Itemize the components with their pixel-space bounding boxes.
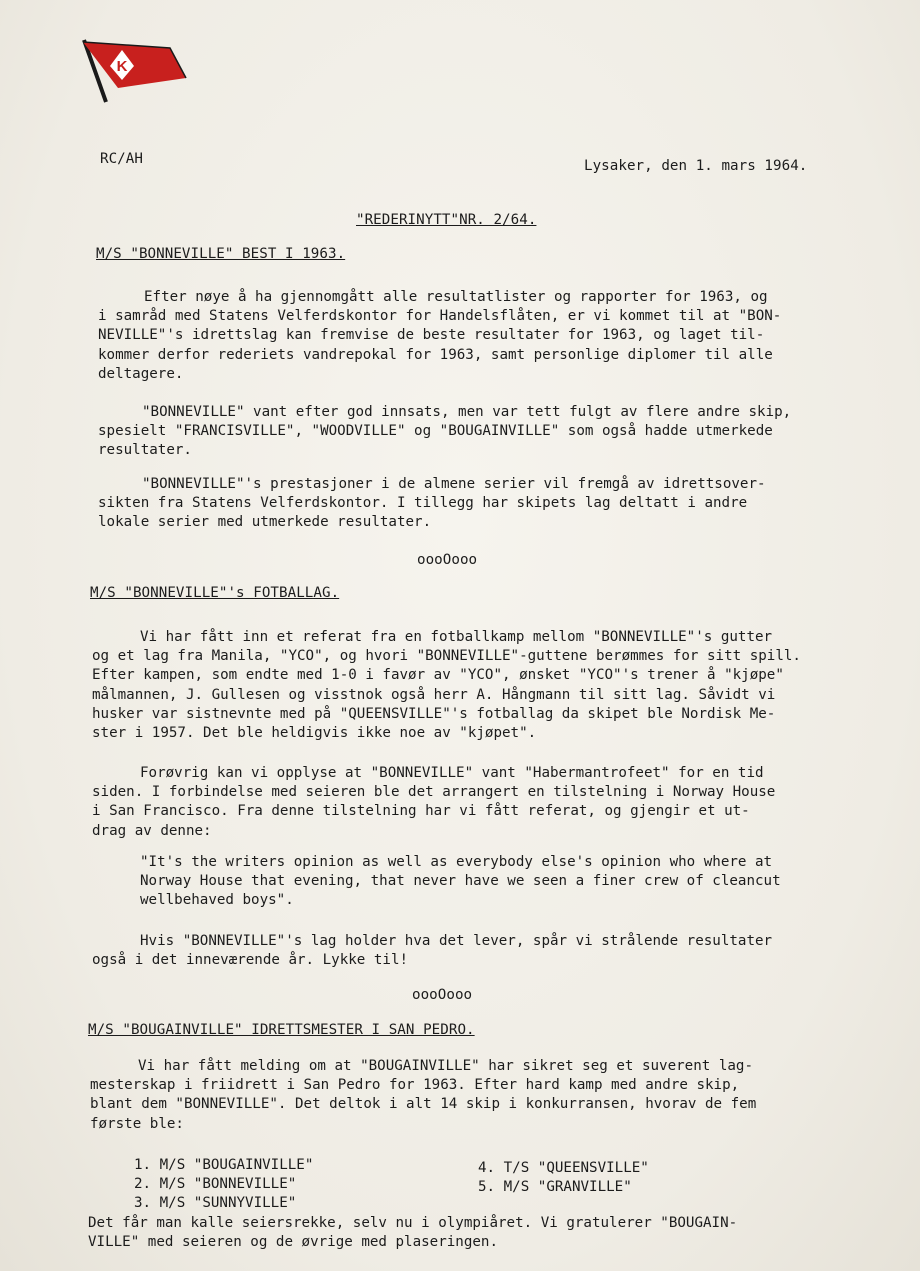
text-line: lokale serier med utmerkede resultater. [98, 514, 432, 531]
text-line: resultater. [98, 442, 192, 459]
text-line: Forøvrig kan vi opplyse at "BONNEVILLE" vant "Habermantrofeet" for en tid [140, 765, 764, 781]
text-line: spesielt "FRANCISVILLE", "WOODVILLE" og "BOUGAINVILLE" som også hadde utmerkede [98, 423, 773, 440]
paragraph [92, 628, 801, 743]
text-line: "BONNEVILLE" vant efter god innsats, men var tett fulgt av flere andre skip, [142, 404, 792, 420]
text-line: ster i 1957. Det ble heldigvis ikke noe av "kjøpet". [92, 725, 537, 742]
text-line: Efter kampen, som endte med 1-0 i favør av "YCO", ønsket "YCO"'s trener å "kjøpe" [92, 667, 784, 684]
text-line: i samråd med Statens Velferdskontor for Handelsflåten, er vi kommet til at "BON- [98, 308, 782, 325]
text-line: også i det inneværende år. Lykke til! [92, 952, 409, 969]
svg-text:K: K [116, 58, 128, 75]
text-line: Efter nøye å ha gjennomgått alle resultatlister og rapporter for 1963, og [144, 289, 768, 305]
place-and-date: Lysaker, den 1. mars 1964. [584, 158, 808, 174]
text-line: mesterskap i friidrett i San Pedro for 1963. Efter hard kamp med andre skip, [90, 1077, 740, 1094]
text-line: Vi har fått inn et referat fra en fotballkamp mellom "BONNEVILLE"'s gutter [140, 629, 773, 645]
paragraph [90, 1057, 756, 1134]
result-item: 5. M/S "GRANVILLE" [478, 1179, 632, 1196]
text-line: og et lag fra Manila, "YCO", og hvori "BONNEVILLE"-guttene berømmes for sitt spill. [92, 648, 801, 665]
results-list-right [478, 1159, 649, 1197]
sender-initials: RC/AH [100, 151, 143, 167]
section-heading: M/S "BOUGAINVILLE" IDRETTSMESTER I SAN PEDRO. [88, 1022, 475, 1038]
text-line: "BONNEVILLE"'s prestasjoner i de almene serier vil fremgå av idrettsover- [142, 476, 766, 492]
text-line: målmannen, J. Gullesen og visstnok også herr A. Hångmann til sitt lag. Såvidt vi [92, 686, 776, 703]
paragraph [92, 932, 772, 970]
paragraph [98, 475, 766, 533]
text-line: drag av denne: [92, 822, 212, 839]
result-item: 2. M/S "BONNEVILLE" [134, 1176, 297, 1193]
text-line: første ble: [90, 1115, 184, 1132]
text-line: "It's the writers opinion as well as everybody else's opinion who where at [140, 854, 773, 870]
text-line: Det får man kalle seiersrekke, selv nu i olympiåret. Vi gratulerer "BOUGAIN- [88, 1215, 738, 1231]
result-item: 3. M/S "SUNNYVILLE" [134, 1195, 297, 1212]
company-flag-logo [78, 36, 188, 106]
text-line: sikten fra Statens Velferdskontor. I tillegg har skipets lag deltatt i andre [98, 495, 748, 512]
text-line: Hvis "BONNEVILLE"'s lag holder hva det lever, spår vi strålende resultater [140, 933, 773, 949]
paragraph [98, 403, 791, 461]
paragraph [98, 288, 781, 384]
result-item: 4. T/S "QUEENSVILLE" [478, 1160, 649, 1176]
text-line: NEVILLE"'s idrettslag kan fremvise de beste resultater for 1963, og laget til- [98, 327, 765, 344]
separator: oooOooo [412, 987, 473, 1003]
result-item: 1. M/S "BOUGAINVILLE" [134, 1157, 314, 1173]
section-heading: M/S "BONNEVILLE" BEST I 1963. [96, 246, 346, 262]
results-list-left [134, 1156, 313, 1214]
text-line: i San Francisco. Fra denne tilstelning har vi fått referat, og gjengir et ut- [92, 803, 750, 820]
text-line: blant dem "BONNEVILLE". Det deltok i alt 14 skip i konkurransen, hvorav de fem [90, 1096, 757, 1113]
newsletter-title: "REDERINYTT"NR. 2/64. [356, 212, 537, 228]
text-line: Norway House that evening, that never have we seen a finer crew of cleancut [140, 873, 781, 890]
paragraph [92, 764, 775, 841]
text-line: siden. I forbindelse med seieren ble det arrangert en tilstelning i Norway House [92, 784, 776, 801]
section-heading: M/S "BONNEVILLE"'s FOTBALLAG. [90, 585, 340, 601]
text-line: husker var sistnevnte med på "QUEENSVILLE"'s fotballag da skipet ble Nordisk Me- [92, 705, 776, 722]
quote-block [140, 853, 781, 911]
separator: oooOooo [417, 552, 478, 568]
text-line: Vi har fått melding om at "BOUGAINVILLE" har sikret seg et suverent lag- [138, 1058, 753, 1074]
text-line: kommer derfor rederiets vandrepokal for 1963, samt personlige diplomer til alle [98, 346, 773, 363]
paragraph [88, 1214, 737, 1252]
text-line: VILLE" med seieren og de øvrige med plaseringen. [88, 1234, 498, 1251]
text-line: wellbehaved boys". [140, 892, 294, 909]
text-line: deltagere. [98, 365, 184, 382]
